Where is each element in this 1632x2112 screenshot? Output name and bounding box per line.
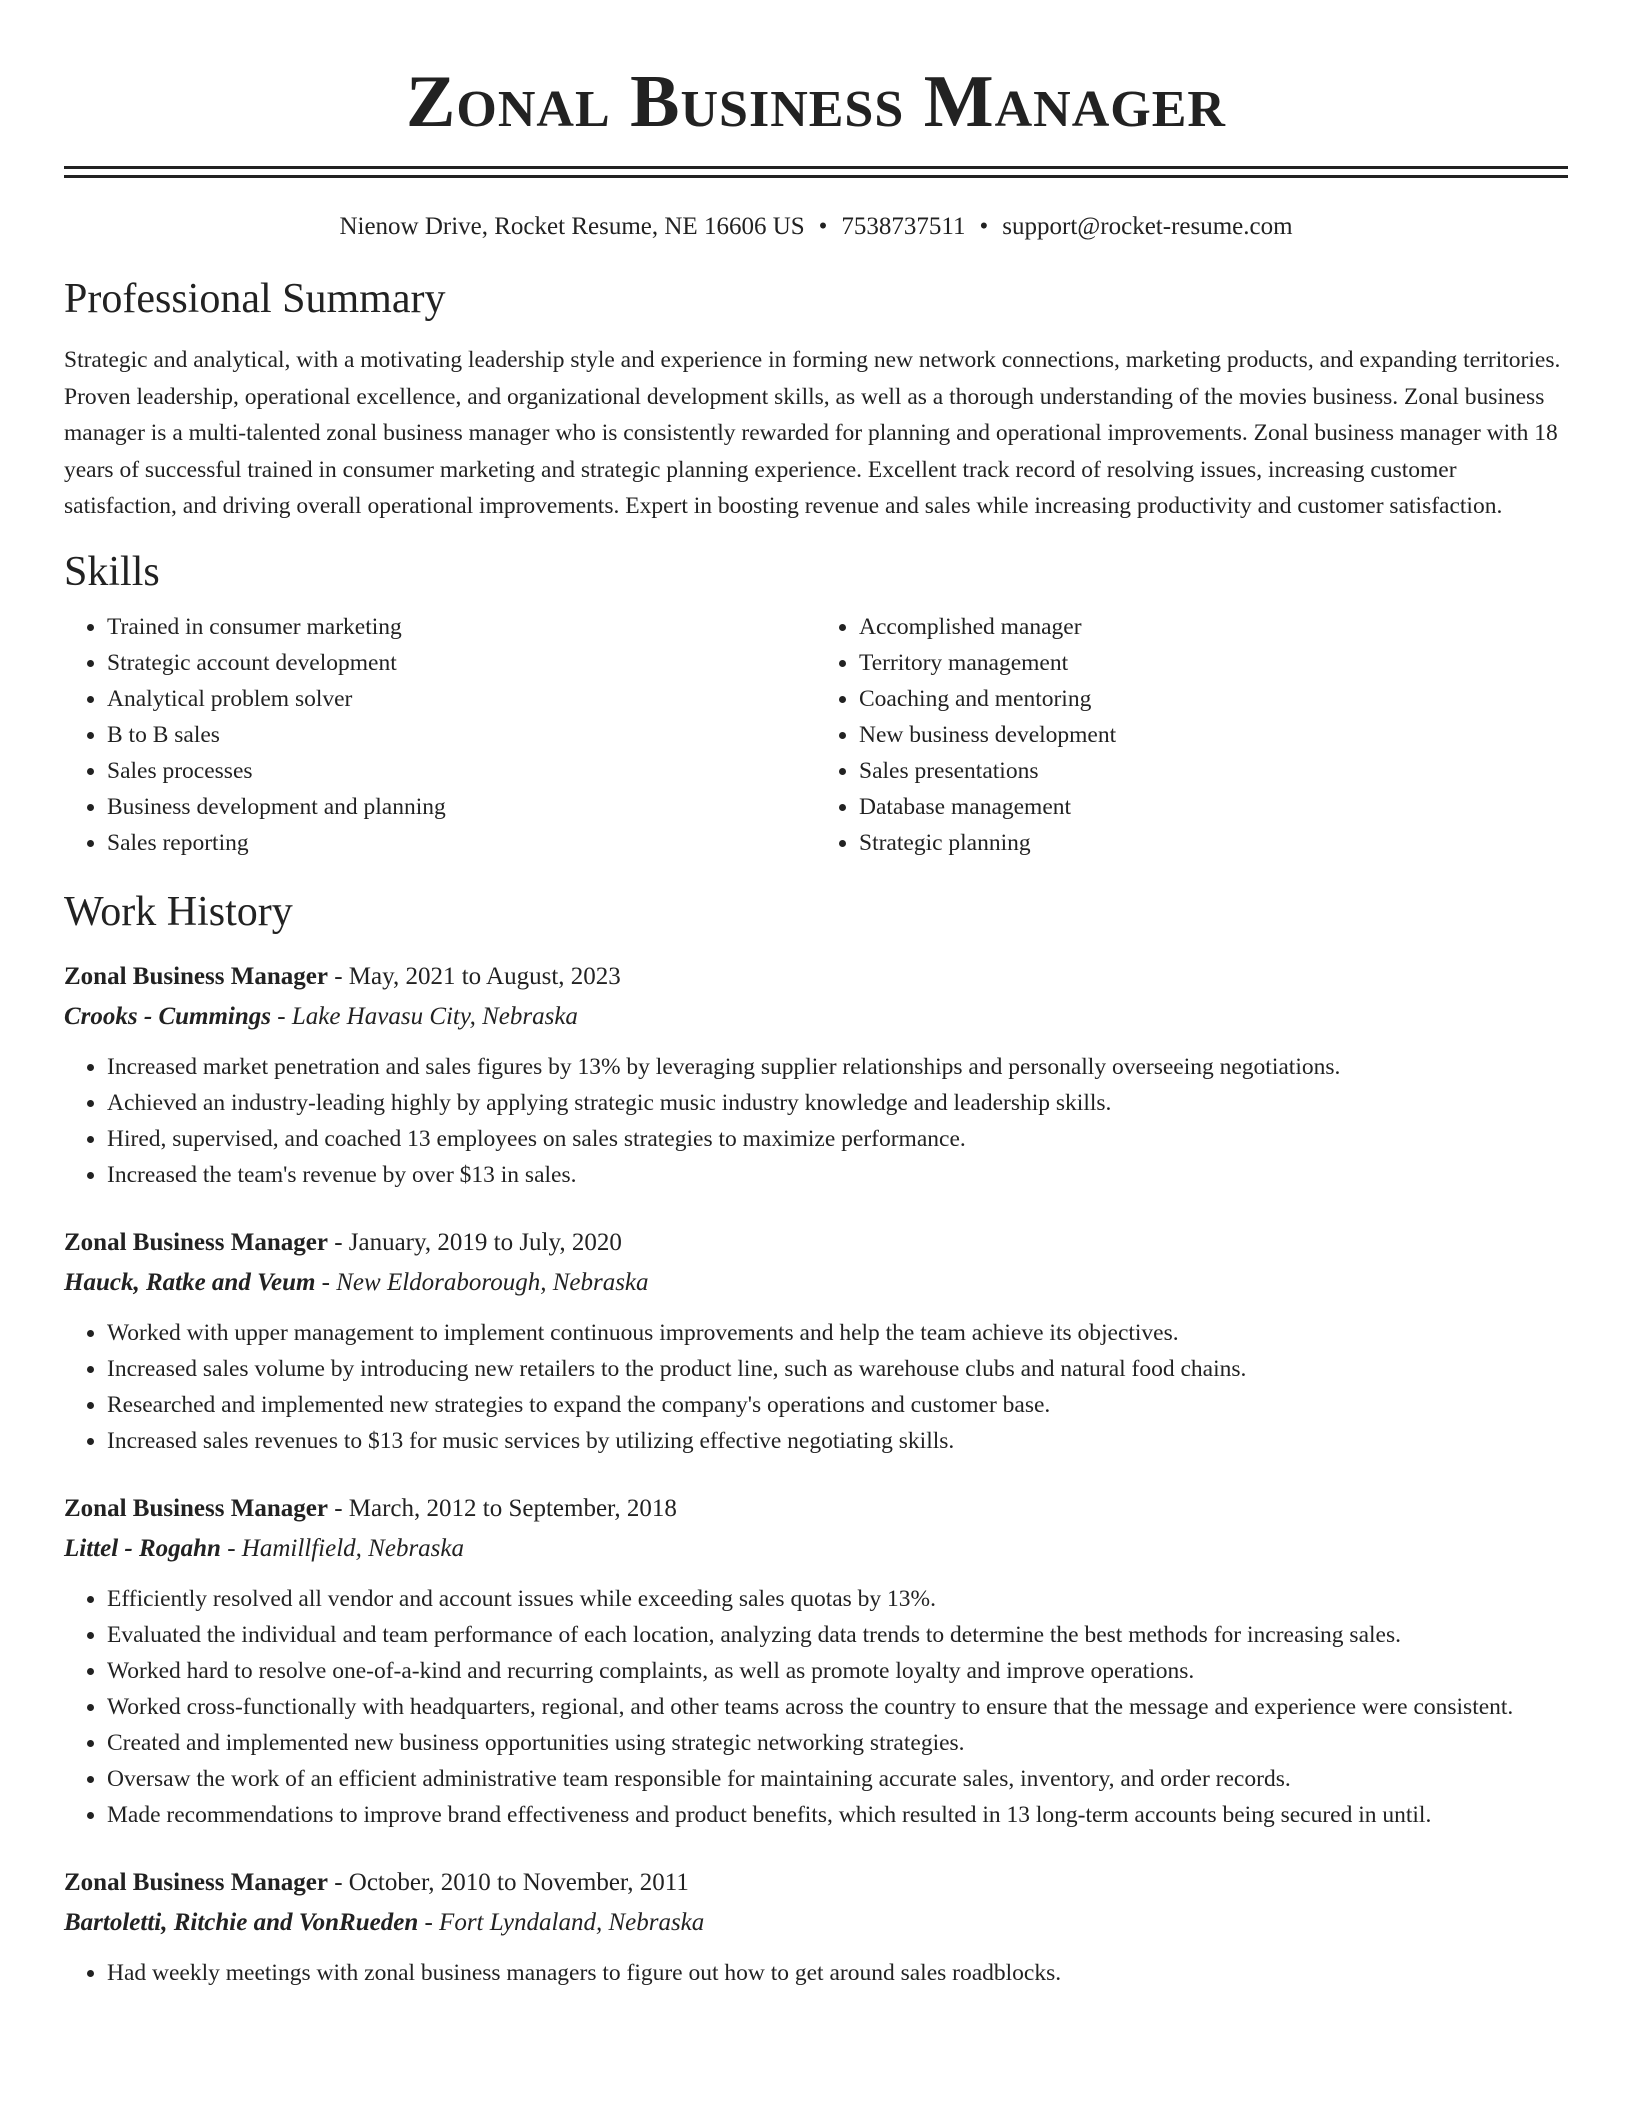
job-role: Zonal Business Manager [64, 1228, 328, 1256]
job-bullet: • Worked with upper management to implement continuous improvements and help the team achieve its objectives. [107, 1315, 1568, 1351]
skill-item: • New business development [859, 717, 1568, 753]
job-bullet: • Researched and implemented new strategies to expand the company's operations and customer base. [107, 1387, 1568, 1423]
skills-column-right [816, 609, 1568, 861]
job-heading [64, 1491, 1568, 1527]
job-bullet: • Evaluated the individual and team performance of each location, analyzing data trends to determine the best methods for increasing sales. [107, 1617, 1568, 1653]
skill-item: • Strategic planning [859, 825, 1568, 861]
job-location: - Hamillfield, Nebraska [220, 1534, 464, 1562]
job-entry [64, 1491, 1568, 1833]
job-company: Hauck, Ratke and Veum [64, 1268, 316, 1296]
skills-list [64, 609, 1568, 861]
contact-line [64, 210, 1568, 244]
job-company-line [64, 1905, 1568, 1941]
job-bullet: • Increased market penetration and sales figures by 13% by leveraging supplier relationships and personally overseeing negotiations. [107, 1049, 1568, 1085]
skill-item: • Territory management [859, 645, 1568, 681]
job-bullet: • Increased the team's revenue by over $13 in sales. [107, 1157, 1568, 1193]
job-entry [64, 1865, 1568, 1991]
section-title-work: Work History [64, 888, 293, 935]
job-company: Littel - Rogahn [64, 1534, 221, 1562]
job-dates: - October, 2010 to November, 2011 [327, 1868, 689, 1896]
job-bullets [64, 1315, 1568, 1459]
job-dates: - May, 2021 to August, 2023 [327, 962, 621, 990]
job-location: - Fort Lyndaland, Nebraska [418, 1908, 705, 1936]
job-bullets [64, 1955, 1568, 1991]
skill-item: • Sales presentations [859, 753, 1568, 789]
job-bullet: • Oversaw the work of an efficient administrative team responsible for maintaining accurate sales, inventory, and order records. [107, 1761, 1568, 1797]
job-bullets [64, 1581, 1568, 1833]
resume-page [64, 0, 1568, 1991]
skill-item: • Coaching and mentoring [859, 681, 1568, 717]
job-heading [64, 959, 1568, 995]
job-bullet: • Worked cross-functionally with headquarters, regional, and other teams across the country to ensure that the message and experience were consistent. [107, 1689, 1568, 1725]
job-company: Bartoletti, Ritchie and VonRueden [64, 1908, 419, 1936]
skill-item: • Accomplished manager [859, 609, 1568, 645]
job-role: Zonal Business Manager [64, 1868, 328, 1896]
job-company-line [64, 1531, 1568, 1567]
job-role: Zonal Business Manager [64, 1494, 328, 1522]
skill-item: • Sales reporting [107, 825, 816, 861]
skills-column-left [64, 609, 816, 861]
contact-email: support@rocket-resume.com [1002, 213, 1293, 240]
header-rule-bottom [64, 175, 1568, 178]
job-dates: - January, 2019 to July, 2020 [327, 1228, 622, 1256]
job-bullet: • Increased sales volume by introducing new retailers to the product line, such as warehouse clubs and natural food chains. [107, 1351, 1568, 1387]
job-bullet: • Worked hard to resolve one-of-a-kind and recurring complaints, as well as promote loyalty and improve operations. [107, 1653, 1568, 1689]
contact-separator: • [979, 213, 989, 240]
job-heading [64, 1225, 1568, 1261]
skill-item: • Strategic account development [107, 645, 816, 681]
job-bullets [64, 1049, 1568, 1193]
skill-item: • B to B sales [107, 717, 816, 753]
job-entry [64, 959, 1568, 1193]
skill-item: • Analytical problem solver [107, 681, 816, 717]
job-bullet: • Efficiently resolved all vendor and account issues while exceeding sales quotas by 13%. [107, 1581, 1568, 1617]
header-rule-top [64, 166, 1568, 169]
job-heading [64, 1865, 1568, 1901]
job-dates: - March, 2012 to September, 2018 [327, 1494, 677, 1522]
job-bullet: • Had weekly meetings with zonal business managers to figure out how to get around sales roadblocks. [107, 1955, 1568, 1991]
job-role: Zonal Business Manager [64, 962, 328, 990]
skill-item: • Database management [859, 789, 1568, 825]
job-location: - New Eldoraborough, Nebraska [315, 1268, 649, 1296]
job-bullet: • Created and implemented new business opportunities using strategic networking strategies. [107, 1725, 1568, 1761]
contact-phone: 7538737511 [841, 213, 966, 240]
contact-address: Nienow Drive, Rocket Resume, NE 16606 US [339, 213, 805, 240]
resume-name: Zonal Business Manager [406, 61, 1226, 143]
job-company-line [64, 999, 1568, 1035]
summary-text: Strategic and analytical, with a motivating leadership style and experience in forming new network connections, marketing products, and expanding territories. Proven leadership, operational excellence, and organizational development skills, as well as a thorough understanding of the movies business. Zonal business manager is a multi-talented zonal business manager who is consistently rewarded for planning and operational improvements. Zonal business manager with 18 years of successful trained in consumer marketing and strategic planning experience. Excellent track record of resolving issues, increasing customer satisfaction, and driving overall operational improvements. Expert in boosting revenue and sales while increasing productivity and customer satisfaction. [64, 347, 1561, 519]
job-bullet: • Made recommendations to improve brand effectiveness and product benefits, which resulted in 13 long-term accounts being secured in until. [107, 1797, 1568, 1833]
job-bullet: • Hired, supervised, and coached 13 employees on sales strategies to maximize performance. [107, 1121, 1568, 1157]
job-company-line [64, 1265, 1568, 1301]
section-title-summary: Professional Summary [64, 276, 446, 322]
section-title-skills: Skills [64, 548, 160, 595]
job-company: Crooks - Cummings [64, 1002, 272, 1030]
contact-separator: • [818, 213, 828, 240]
job-entry [64, 1225, 1568, 1459]
skill-item: • Trained in consumer marketing [107, 609, 816, 645]
job-bullet: • Achieved an industry-leading highly by applying strategic music industry knowledge and leadership skills. [107, 1085, 1568, 1121]
job-location: - Lake Havasu City, Nebraska [271, 1002, 578, 1030]
skill-item: • Sales processes [107, 753, 816, 789]
job-bullet: • Increased sales revenues to $13 for music services by utilizing effective negotiating skills. [107, 1423, 1568, 1459]
skill-item: • Business development and planning [107, 789, 816, 825]
